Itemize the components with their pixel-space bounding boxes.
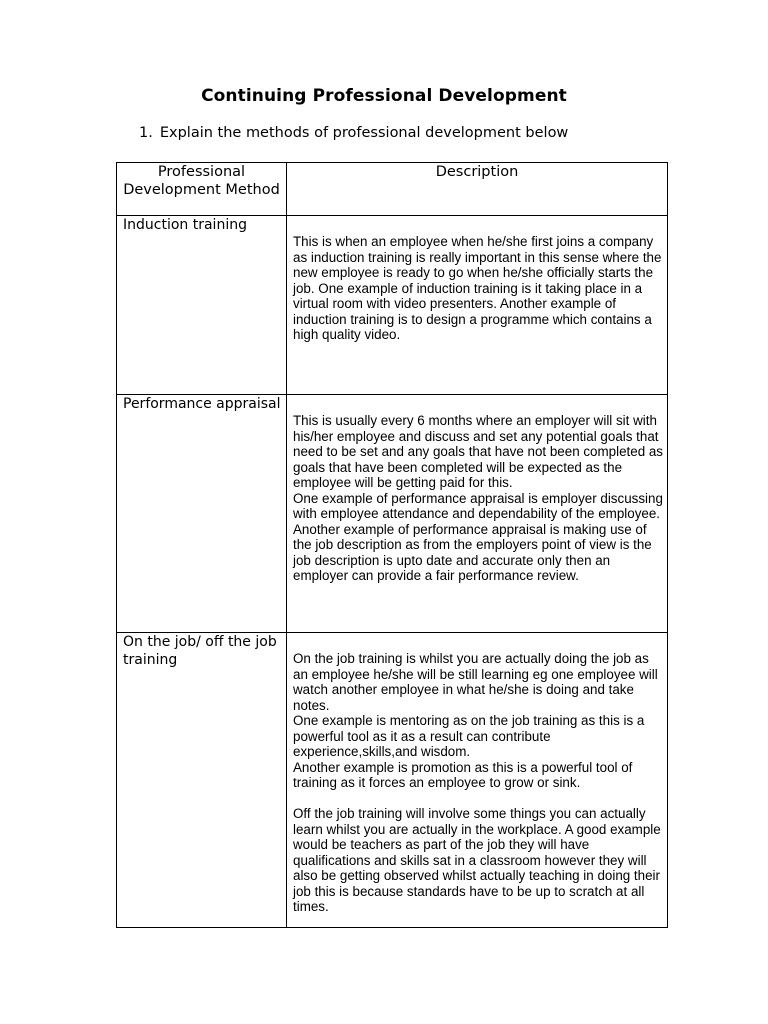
question-text: Explain the methods of professional development below	[159, 125, 569, 141]
method-cell: Performance appraisal	[117, 395, 287, 633]
question-number: 1.	[139, 125, 153, 141]
description-paragraph: On the job training is whilst you are actually doing the job as an employee he/she will be still learning eg one employee will watch another employee in what he/she is doing and take notes.	[293, 651, 658, 713]
paragraph-gap	[293, 791, 663, 807]
table-row	[117, 633, 668, 928]
method-cell: On the job/ off the job training	[117, 633, 287, 928]
document-title: Continuing Professional Development	[201, 86, 567, 106]
description-paragraph: One example of performance appraisal is employer discussing with employee attendance and dependability of the employee.	[293, 490, 663, 521]
development-methods-table	[116, 162, 668, 928]
description-cell	[287, 633, 668, 928]
description-cell	[287, 216, 668, 395]
description-paragraph: Off the job training will involve some things you can actually learn whilst you are actually in the workplace. A good example would be teachers as part of the job they will have qualifications and skills sat in a classroom however they will also be getting observed whilst actually teaching in doing their job this is because standards have to be up to scratch at all times.	[293, 806, 661, 914]
table-header-row	[117, 163, 668, 216]
description-paragraph: This is when an employee when he/she first joins a company as induction training is really important in this sense where the new employee is ready to go when he/she officially starts the job. One example of induction training is it taking place in a virtual room with video presenters. Another example of induction training is to design a programme which contains a high quality video.	[293, 234, 662, 342]
header-method: Professional Development Method	[117, 163, 287, 216]
description-paragraph: This is usually every 6 months where an employer will sit with his/her employee and discuss and set any potential goals that need to be set and any goals that have not been completed as goals that have been completed will be expected as the employee will be getting paid for this.	[293, 413, 664, 490]
table-row	[117, 395, 668, 633]
description-paragraph: Another example is promotion as this is a powerful tool of training as it forces an employee to grow or sink.	[293, 759, 633, 790]
method-cell: Induction training	[117, 216, 287, 395]
description-paragraph: Another example of performance appraisal is making use of the job description as from the employers point of view is the job description is upto date and accurate only then an employer can provide a fair performance review.	[293, 521, 652, 583]
description-cell	[287, 395, 668, 633]
table-row	[117, 216, 668, 395]
description-paragraph: One example is mentoring as on the job training as this is a powerful tool as it as a result can contribute experience,skills,and wisdom.	[293, 713, 645, 759]
header-description: Description	[287, 163, 668, 216]
question	[139, 125, 568, 141]
